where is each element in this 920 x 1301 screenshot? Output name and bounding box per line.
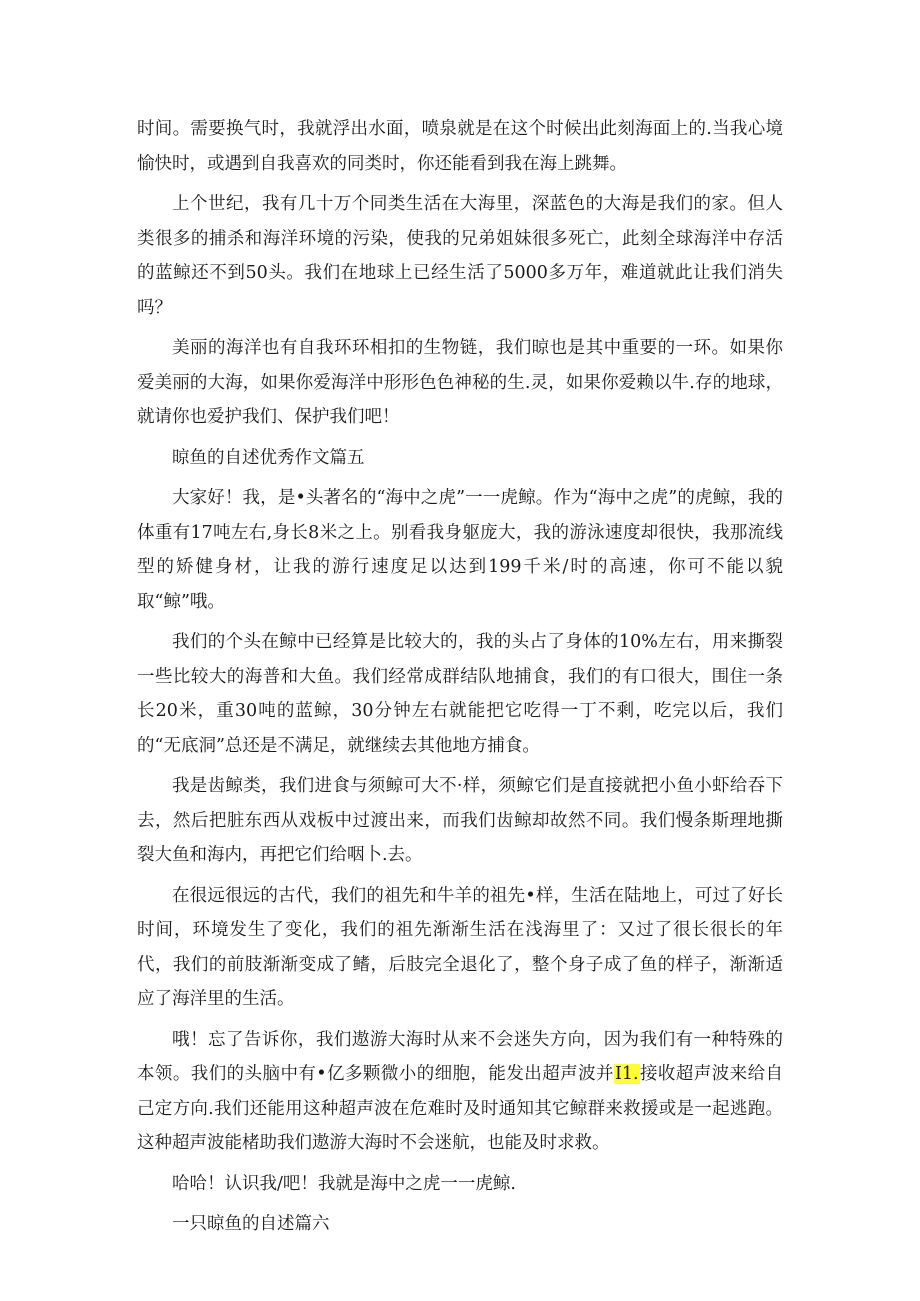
- paragraph-8-text-a: 哦！忘了告诉你，我们遨游大海时从来不会迷失方向，因为我们有一种特殊的本领。我们的头脑中有•亿多颗微小的细胞，能发出超声波并: [137, 1029, 783, 1084]
- paragraph-2: 上个世纪，我有几十万个同类生活在大海里，深蓝色的大海是我们的家。但人类很多的捕杀和海洋环境的污染，使我的兄弟姐妹很多死亡，此刻全球海洋中存活的蓝鲸还不到50头。我们在地球上已经生活了5000多万年，难道就此让我们消失吗？: [137, 194, 783, 318]
- paragraph-8-text-b: 接收超声波来给自己定方向.我们还能用这种超声波在危难时及时通知其它鲸群来救援或是一起逃跑。这种超声波能楮助我们遨游大海时不会迷航，也能及时求救。: [137, 1064, 784, 1153]
- paragraph-1: 时间。需要换气时，我就浮出水面，喷泉就是在这个时候出此刻海面上的.当我心境愉快时，或遇到自我喜欢的同类时，你还能看到我在海上跳舞。: [137, 119, 783, 174]
- paragraph-3: 美丽的海洋也有自我环环相扣的生物链，我们晾也是其中重要的一环。如果你爱美丽的大海，如果你爱海洋中形形色色神秘的生.灵，如果你爱赖以牛.存的地球，就请你也爱护我们、保护我们吧！: [137, 338, 783, 427]
- section-heading-6: 一只晾鱼的自述篇六: [172, 1214, 330, 1234]
- document-page: [137, 112, 783, 1248]
- section-heading-5: 晾鱼的自述优秀作文篇五: [172, 447, 365, 468]
- paragraph-8: [137, 1023, 783, 1161]
- paragraph-9: 哈哈！认识我/吧！我就是海中之虎一一虎鲸.: [172, 1173, 516, 1194]
- paragraph-5: 我们的个头在鲸中已经算是比较大的，我的头占了身体的10%左右，用来撕裂一些比较大的海普和大鱼。我们经常成群结队地捕食，我们的有口很大，围住一条长20米，重30吨的蓝鲸，30分钟左右就能把它吃得一丁不剩，吃完以后，我们的“无底洞”总还是不满足，就继续去其他地方捕食。: [137, 632, 783, 756]
- paragraph-7: 在很远很远的古代，我们的祖先和牛羊的祖先•样，生活在陆地上，可过了好长时间，环境发生了变化，我们的祖先渐渐生活在浅海里了：又过了很长很长的年代，我们的前肢渐渐变成了鳍，后肢完全退化了，整个身子成了鱼的样子，渐渐适应了海洋里的生活。: [137, 885, 783, 1009]
- paragraph-4: 大家好！我，是•头著名的“海中之虎”一一虎鲸。作为“海中之虎”的虎鲸，我的体重有17吨左右,身长8米之上。别看我身躯庞大，我的游泳速度却很快，我那流线型的矫健身材，让我的游行速度足以达到199千米/时的高速，你可不能以貌取“鲸”哦。: [137, 488, 783, 612]
- paragraph-6: 我是齿鲸类，我们进食与须鲸可大不·样，须鲸它们是直接就把小鱼小虾给吞下去，然后把脏东西从戏板中过渡出来，而我们齿鲸却故然不同。我们慢条斯理地撕裂大鱼和海内，再把它们给咽卜.去。: [137, 776, 783, 865]
- highlighted-text: I1.: [614, 1064, 639, 1084]
